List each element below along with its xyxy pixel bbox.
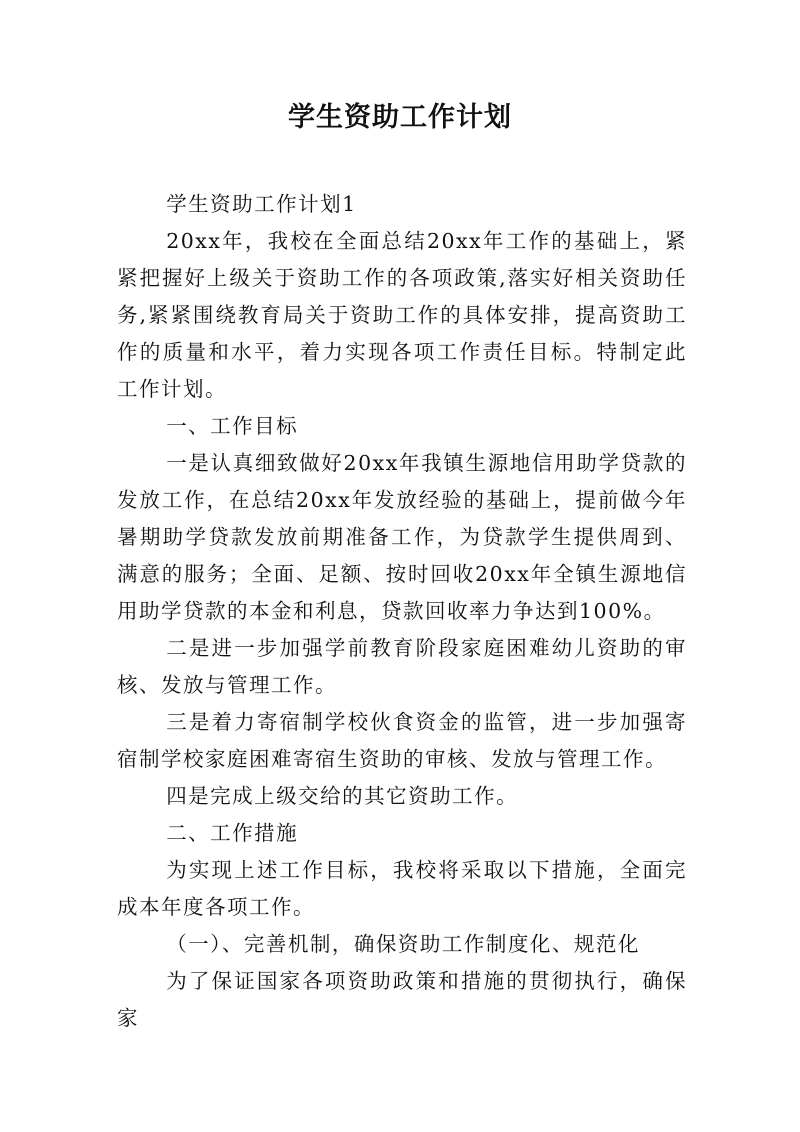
- paragraph-measure-1: 为了保证国家各项资助政策和措施的贯彻执行，确保家: [117, 969, 687, 1030]
- paragraph-goal-3: 三是着力寄宿制学校伙食资金的监管，进一步加强寄宿制学校家庭困难寄宿生资助的审核、发放与管理工作。: [117, 710, 687, 771]
- document-body: [117, 186, 687, 1037]
- section-heading-measures: 二、工作措施: [166, 821, 299, 845]
- subsection-heading-1: （一）、完善机制，确保资助工作制度化、规范化: [166, 932, 640, 956]
- section-heading-goals: 一、工作目标: [166, 414, 299, 438]
- paragraph-measures-intro: 为实现上述工作目标，我校将采取以下措施，全面完成本年度各项工作。: [117, 858, 687, 919]
- paragraph-goal-2: 二是进一步加强学前教育阶段家庭困难幼儿资助的审核、发放与管理工作。: [117, 636, 687, 697]
- document-title: 学生资助工作计划: [288, 102, 512, 133]
- paragraph-intro: 20xx年，我校在全面总结20xx年工作的基础上，紧紧把握好上级关于资助工作的各项政策,落实好相关资助任务,紧紧围绕教育局关于资助工作的具体安排，提高资助工作的质量和水平，着力实现各项工作责任目标。特制定此工作计划。: [117, 229, 687, 401]
- paragraph-plan-heading: 学生资助工作计划1: [166, 192, 357, 216]
- paragraph-goal-1: 一是认真细致做好20xx年我镇生源地信用助学贷款的发放工作，在总结20xx年发放经验的基础上，提前做今年暑期助学贷款发放前期准备工作，为贷款学生提供周到、满意的服务；全面、足额、按时回收20xx年全镇生源地信用助学贷款的本金和利息，贷款回收率力争达到100%。: [117, 451, 687, 623]
- paragraph-goal-4: 四是完成上级交给的其它资助工作。: [166, 784, 519, 808]
